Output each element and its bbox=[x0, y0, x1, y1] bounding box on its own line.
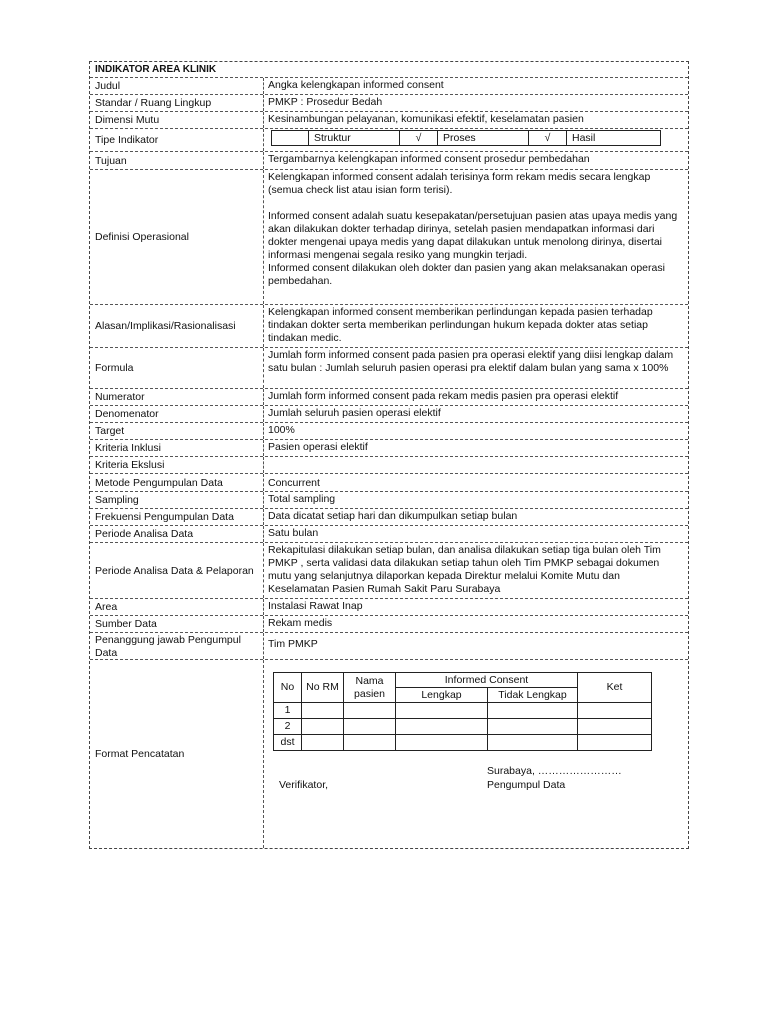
signature-block bbox=[273, 751, 688, 801]
value-inklusi: Pasien operasi elektif bbox=[268, 441, 368, 453]
col-no: No bbox=[274, 673, 302, 703]
label-pelaporan: Periode Analisa Data & Pelaporan bbox=[90, 543, 264, 598]
label-dimensi: Dimensi Mutu bbox=[90, 112, 264, 128]
cell-no-rm[interactable] bbox=[302, 719, 344, 735]
label-format: Format Pencatatan bbox=[90, 660, 264, 848]
row-periode bbox=[90, 526, 688, 543]
label-formula: Formula bbox=[90, 348, 264, 388]
label-target: Target bbox=[90, 423, 264, 439]
value-definisi: Kelengkapan informed consent adalah terisinya form rekam medis secara lengkap (semua check list atau isian form terisi). Informed consent adalah suatu kesepakatan/persetujuan pasien atas upaya medis yang akan dilakukan dokter terhadap dirinya, setelah pasien mendapatkan informasi dari dokter mengenai upaya medis yang dapat dilakukan untuk menolong dirinya, disertai informasi mengenai segala resiko yang mungkin terjadi. Informed consent dilakukan oleh dokter dan pasien yang akan melaksanakan operasi pembedahan. bbox=[268, 171, 678, 287]
value-standar: PMKP : Prosedur Bedah bbox=[268, 96, 383, 108]
label-judul: Judul bbox=[90, 78, 264, 94]
proses-label: Proses bbox=[438, 130, 529, 146]
row-tipe bbox=[90, 129, 688, 152]
cell-no: 2 bbox=[274, 719, 302, 735]
row-sampling bbox=[90, 492, 688, 509]
row-pj bbox=[90, 633, 688, 660]
cell-no-rm[interactable] bbox=[302, 703, 344, 719]
value-sumber: Rekam medis bbox=[268, 617, 333, 629]
hasil-checkbox[interactable]: √ bbox=[529, 130, 567, 146]
value-target: 100% bbox=[268, 424, 295, 436]
label-standar: Standar / Ruang Lingkup bbox=[90, 95, 264, 111]
value-pj: Tim PMKP bbox=[268, 638, 318, 650]
value-dimensi: Kesinambungan pelayanan, komunikasi efektif, keselamatan pasien bbox=[268, 113, 584, 125]
place-date: Surabaya, …………………… bbox=[487, 765, 622, 777]
col-ket: Ket bbox=[578, 673, 652, 703]
cell-no: 1 bbox=[274, 703, 302, 719]
col-no-rm: No RM bbox=[302, 673, 344, 703]
recording-table bbox=[273, 672, 652, 751]
pengumpul-label: Pengumpul Data bbox=[487, 779, 566, 791]
col-informed-consent: Informed Consent bbox=[396, 673, 578, 688]
row-target bbox=[90, 423, 688, 440]
value-denominator: Jumlah seluruh pasien operasi elektif bbox=[268, 407, 441, 419]
cell-ket[interactable] bbox=[578, 719, 652, 735]
label-area: Area bbox=[90, 599, 264, 615]
row-format bbox=[90, 660, 688, 848]
row-eksklusi bbox=[90, 457, 688, 474]
col-nama: Nama pasien bbox=[344, 673, 396, 703]
verifikator-label: Verifikator, bbox=[279, 779, 329, 791]
label-pj: Penanggung jawab Pengumpul Data bbox=[90, 633, 264, 659]
cell-ket[interactable] bbox=[578, 735, 652, 751]
value-pelaporan: Rekapitulasi dilakukan setiap bulan, dan analisa dilakukan setiap tiga bulan oleh Tim PMKP , serta validasi data dilakukan setiap tahun oleh Tim PMKP sebagai dokumen mutu yang selanjutnya dilaporkan kepada Direktur melalui Komite Mutu dan Keselamatan Pasien Rumah Sakit Paru Surabaya bbox=[268, 544, 661, 595]
row-inklusi bbox=[90, 440, 688, 457]
row-frekuensi bbox=[90, 509, 688, 526]
table-header-row bbox=[274, 673, 652, 688]
cell-tidak-lengkap[interactable] bbox=[488, 719, 578, 735]
table-row bbox=[274, 735, 652, 751]
cell-no: dst bbox=[274, 735, 302, 751]
row-tujuan bbox=[90, 152, 688, 170]
format-content bbox=[264, 660, 688, 848]
sheet-header: INDIKATOR AREA KLINIK bbox=[95, 64, 217, 75]
proses-checkbox[interactable]: √ bbox=[400, 130, 438, 146]
cell-nama[interactable] bbox=[344, 703, 396, 719]
label-sumber: Sumber Data bbox=[90, 616, 264, 632]
hasil-label: Hasil bbox=[567, 130, 661, 146]
value-alasan: Kelengkapan informed consent memberikan perlindungan kepada pasien terhadap tindakan dokter serta memberikan perlindungan hukum kepada dokter atas setiap tindakan medic. bbox=[268, 306, 653, 344]
row-judul bbox=[90, 78, 688, 95]
cell-lengkap[interactable] bbox=[396, 703, 488, 719]
table-row bbox=[274, 703, 652, 719]
cell-tidak-lengkap[interactable] bbox=[488, 703, 578, 719]
row-pelaporan bbox=[90, 543, 688, 599]
row-sumber bbox=[90, 616, 688, 633]
value-sampling: Total sampling bbox=[268, 493, 336, 505]
label-tipe: Tipe Indikator bbox=[90, 129, 264, 151]
cell-no-rm[interactable] bbox=[302, 735, 344, 751]
label-metode: Metode Pengumpulan Data bbox=[90, 474, 264, 491]
cell-nama[interactable] bbox=[344, 735, 396, 751]
struktur-label: Struktur bbox=[309, 130, 400, 146]
value-frekuensi: Data dicatat setiap hari dan dikumpulkan setiap bulan bbox=[268, 510, 518, 522]
label-sampling: Sampling bbox=[90, 492, 264, 508]
row-numerator bbox=[90, 389, 688, 406]
value-numerator: Jumlah form informed consent pada rekam medis pasien pra operasi elektif bbox=[268, 390, 619, 402]
col-tidak-lengkap: Tidak Lengkap bbox=[488, 688, 578, 703]
row-standar bbox=[90, 95, 688, 112]
label-numerator: Numerator bbox=[90, 389, 264, 405]
label-inklusi: Kriteria Inklusi bbox=[90, 440, 264, 456]
label-tujuan: Tujuan bbox=[90, 152, 264, 169]
label-eksklusi: Kriteria Ekslusi bbox=[90, 457, 264, 473]
row-definisi bbox=[90, 170, 688, 305]
value-formula: Jumlah form informed consent pada pasien pra operasi elektif yang diisi lengkap dalam satu bulan : Jumlah seluruh pasien operasi pra elektif dalam bulan yang sama x 100% bbox=[268, 349, 674, 374]
row-formula bbox=[90, 348, 688, 389]
table-row bbox=[274, 719, 652, 735]
row-dimensi bbox=[90, 112, 688, 129]
cell-lengkap[interactable] bbox=[396, 735, 488, 751]
row-metode bbox=[90, 474, 688, 492]
label-denominator: Denomenator bbox=[90, 406, 264, 422]
indicator-sheet bbox=[89, 61, 689, 849]
label-definisi: Definisi Operasional bbox=[90, 170, 264, 304]
value-periode: Satu bulan bbox=[268, 527, 319, 539]
label-frekuensi: Frekuensi Pengumpulan Data bbox=[90, 509, 264, 525]
value-eksklusi bbox=[264, 457, 688, 473]
col-lengkap: Lengkap bbox=[396, 688, 488, 703]
value-judul: Angka kelengkapan informed consent bbox=[268, 79, 444, 91]
cell-nama[interactable] bbox=[344, 719, 396, 735]
sheet-header-row bbox=[90, 62, 688, 78]
label-alasan: Alasan/Implikasi/Rasionalisasi bbox=[90, 305, 264, 347]
cell-lengkap[interactable] bbox=[396, 719, 488, 735]
row-alasan bbox=[90, 305, 688, 348]
cell-tidak-lengkap[interactable] bbox=[488, 735, 578, 751]
row-area bbox=[90, 599, 688, 616]
tipe-options bbox=[264, 129, 688, 147]
value-metode: Concurrent bbox=[268, 476, 320, 489]
cell-ket[interactable] bbox=[578, 703, 652, 719]
label-periode: Periode Analisa Data bbox=[90, 526, 264, 542]
row-denominator bbox=[90, 406, 688, 423]
struktur-checkbox[interactable] bbox=[271, 130, 309, 146]
value-area: Instalasi Rawat Inap bbox=[268, 600, 363, 612]
value-tujuan: Tergambarnya kelengkapan informed consent prosedur pembedahan bbox=[268, 153, 590, 165]
